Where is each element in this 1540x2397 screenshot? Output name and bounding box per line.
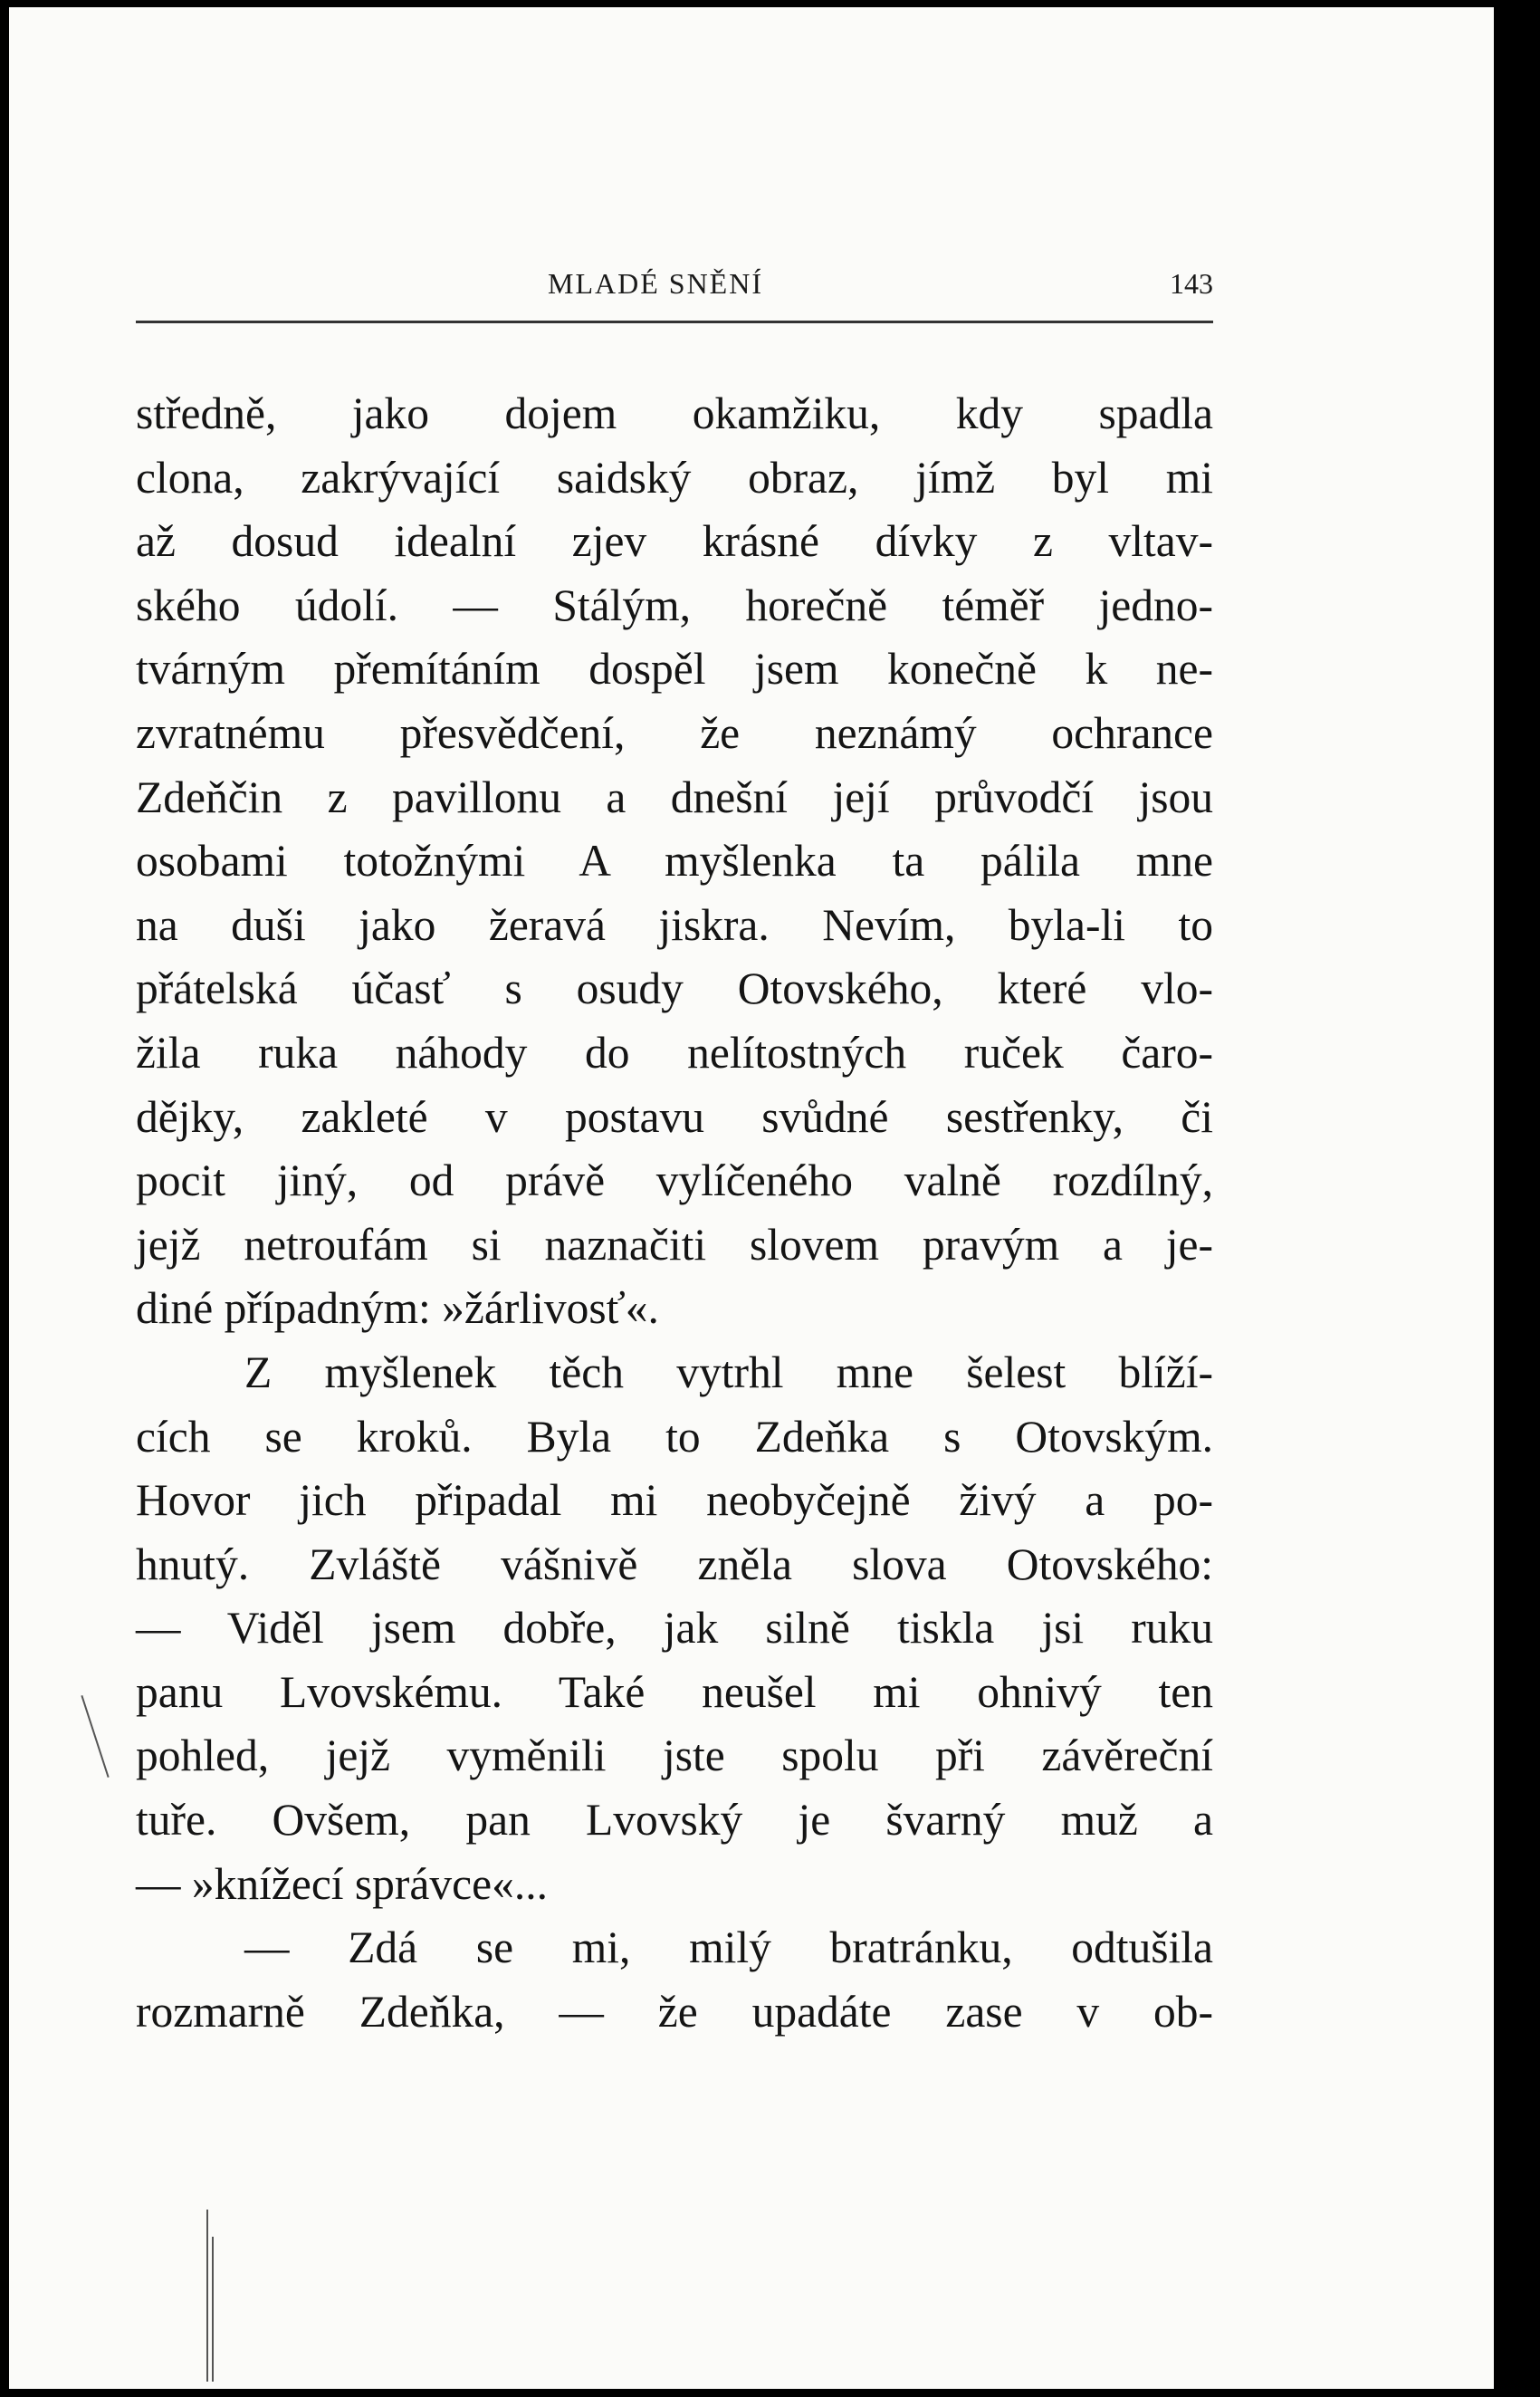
running-head-title: MLADÉ SNĚNÍ xyxy=(548,267,763,300)
scan-artifact xyxy=(206,2210,208,2382)
text-line: hnutý. Zvláště vášnivě zněla slova Otovského: xyxy=(136,1539,1213,1589)
text-line: zvratnému přesvědčení, že neznámý ochrance xyxy=(136,707,1213,758)
text-line: Z myšlenek těch vytrhl mne šelest blíží- xyxy=(244,1347,1213,1397)
text-line: Zdeňčin z pavillonu a dnešní její průvodčí jsou xyxy=(136,772,1213,822)
text-line: na duši jako žeravá jiskra. Nevím, byla-li to xyxy=(136,899,1213,950)
text-line: ského údolí. — Stálým, horečně téměř jedno- xyxy=(136,580,1213,630)
text-line: cích se kroků. Byla to Zdeňka s Otovským. xyxy=(136,1411,1213,1462)
scan-border xyxy=(1494,0,1540,2397)
text-line: až dosud idealní zjev krásné dívky z vltav- xyxy=(136,516,1213,567)
text-line: rozmarně Zdeňka, — že upadáte zase v ob- xyxy=(136,1986,1213,2037)
text-line: — Viděl jsem dobře, jak silně tiskla jsi ruku xyxy=(136,1603,1213,1654)
text-line: — »knížecí správce«... xyxy=(136,1858,548,1909)
text-line: osobami totožnými A myšlenka ta pálila mne xyxy=(136,836,1213,887)
text-line: středně, jako dojem okamžiku, kdy spadla xyxy=(136,388,1213,438)
text-line: žila ruka náhody do nelítostných ruček čaro- xyxy=(136,1027,1213,1078)
text-line: pocit jiný, od právě vylíčeného valně rozdílný, xyxy=(136,1155,1213,1206)
text-line: tuře. Ovšem, pan Lvovský je švarný muž a xyxy=(136,1795,1213,1846)
text-line: panu Lvovskému. Také neušel mi ohnivý ten xyxy=(136,1666,1213,1717)
body-text xyxy=(136,382,1213,2044)
text-line: Hovor jich připadal mi neobyčejně živý a po- xyxy=(136,1475,1213,1526)
scan-artifact xyxy=(212,2237,214,2382)
header-rule xyxy=(136,321,1213,323)
text-line: pohled, jejž vyměnili jste spolu při závěreční xyxy=(136,1731,1213,1781)
text-line: tvárným přemítáním dospěl jsem konečně k ne- xyxy=(136,644,1213,695)
running-head xyxy=(136,267,1213,312)
text-line: jejž netroufám si naznačiti slovem pravým a je- xyxy=(136,1219,1213,1270)
page-number: 143 xyxy=(1170,267,1213,300)
text-line: clona, zakrývající saidský obraz, jímž byl mi xyxy=(136,452,1213,503)
text-line: dějky, zakleté v postavu svůdné sestřenky, či xyxy=(136,1091,1213,1142)
text-line: diné případným: »žárlivosť«. xyxy=(136,1283,659,1334)
text-line: — Zdá se mi, milý bratránku, odtušila xyxy=(244,1922,1213,1973)
text-line: přátelská účasť s osudy Otovského, které vlo- xyxy=(136,964,1213,1014)
